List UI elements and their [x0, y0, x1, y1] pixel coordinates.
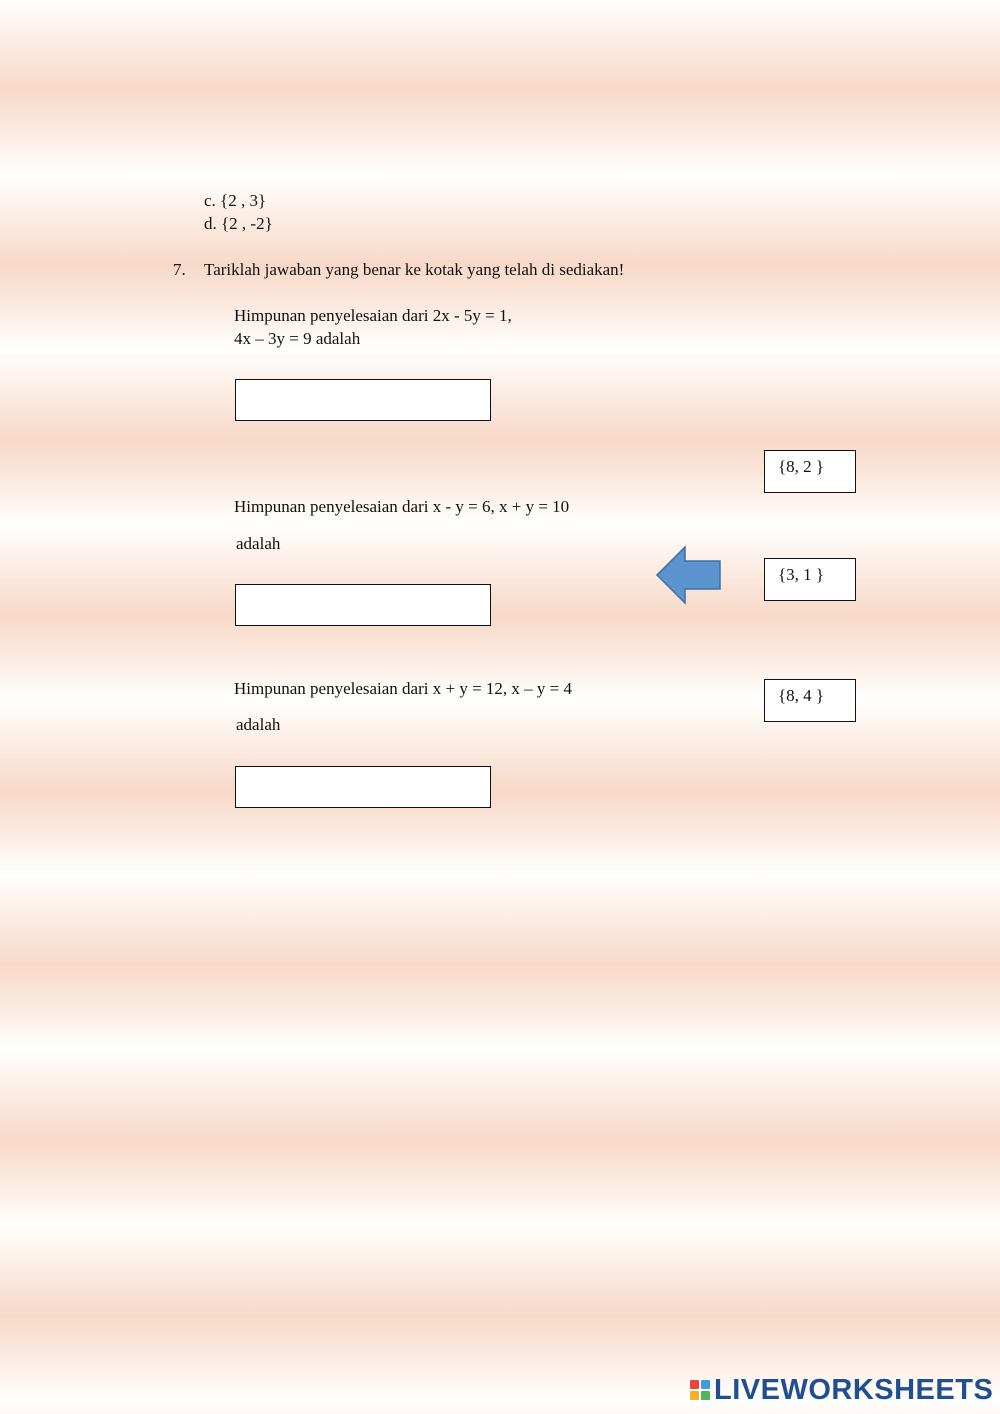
- answer-drop-box-3[interactable]: [235, 766, 491, 808]
- liveworksheets-logo: [690, 1374, 993, 1406]
- item-2-line2: adalah: [236, 534, 281, 553]
- option-d: d. {2 , -2}: [204, 214, 273, 233]
- logo-mark-icon: [690, 1380, 710, 1400]
- draggable-option-2[interactable]: {3, 1 }: [764, 558, 856, 601]
- draggable-option-3[interactable]: {8, 4 }: [764, 679, 856, 722]
- question-instruction: Tariklah jawaban yang benar ke kotak yang telah di sediakan!: [204, 260, 625, 279]
- item-1-line1: Himpunan penyelesaian dari 2x - 5y = 1,: [234, 306, 512, 325]
- item-1-line2: 4x – 3y = 9 adalah: [234, 329, 361, 348]
- draggable-option-1[interactable]: {8, 2 }: [764, 450, 856, 493]
- answer-drop-box-1[interactable]: [235, 379, 491, 421]
- question-number: 7.: [173, 260, 186, 279]
- item-3-line2: adalah: [236, 715, 281, 734]
- item-3-line1: Himpunan penyelesaian dari x + y = 12, x – y = 4: [234, 679, 572, 698]
- left-arrow-icon: [655, 545, 723, 605]
- option-c: c. {2 , 3}: [204, 191, 267, 210]
- answer-drop-box-2[interactable]: [235, 584, 491, 626]
- item-2-line1: Himpunan penyelesaian dari x - y = 6, x + y = 10: [234, 497, 570, 516]
- logo-text: LIVEWORKSHEETS: [714, 1373, 994, 1406]
